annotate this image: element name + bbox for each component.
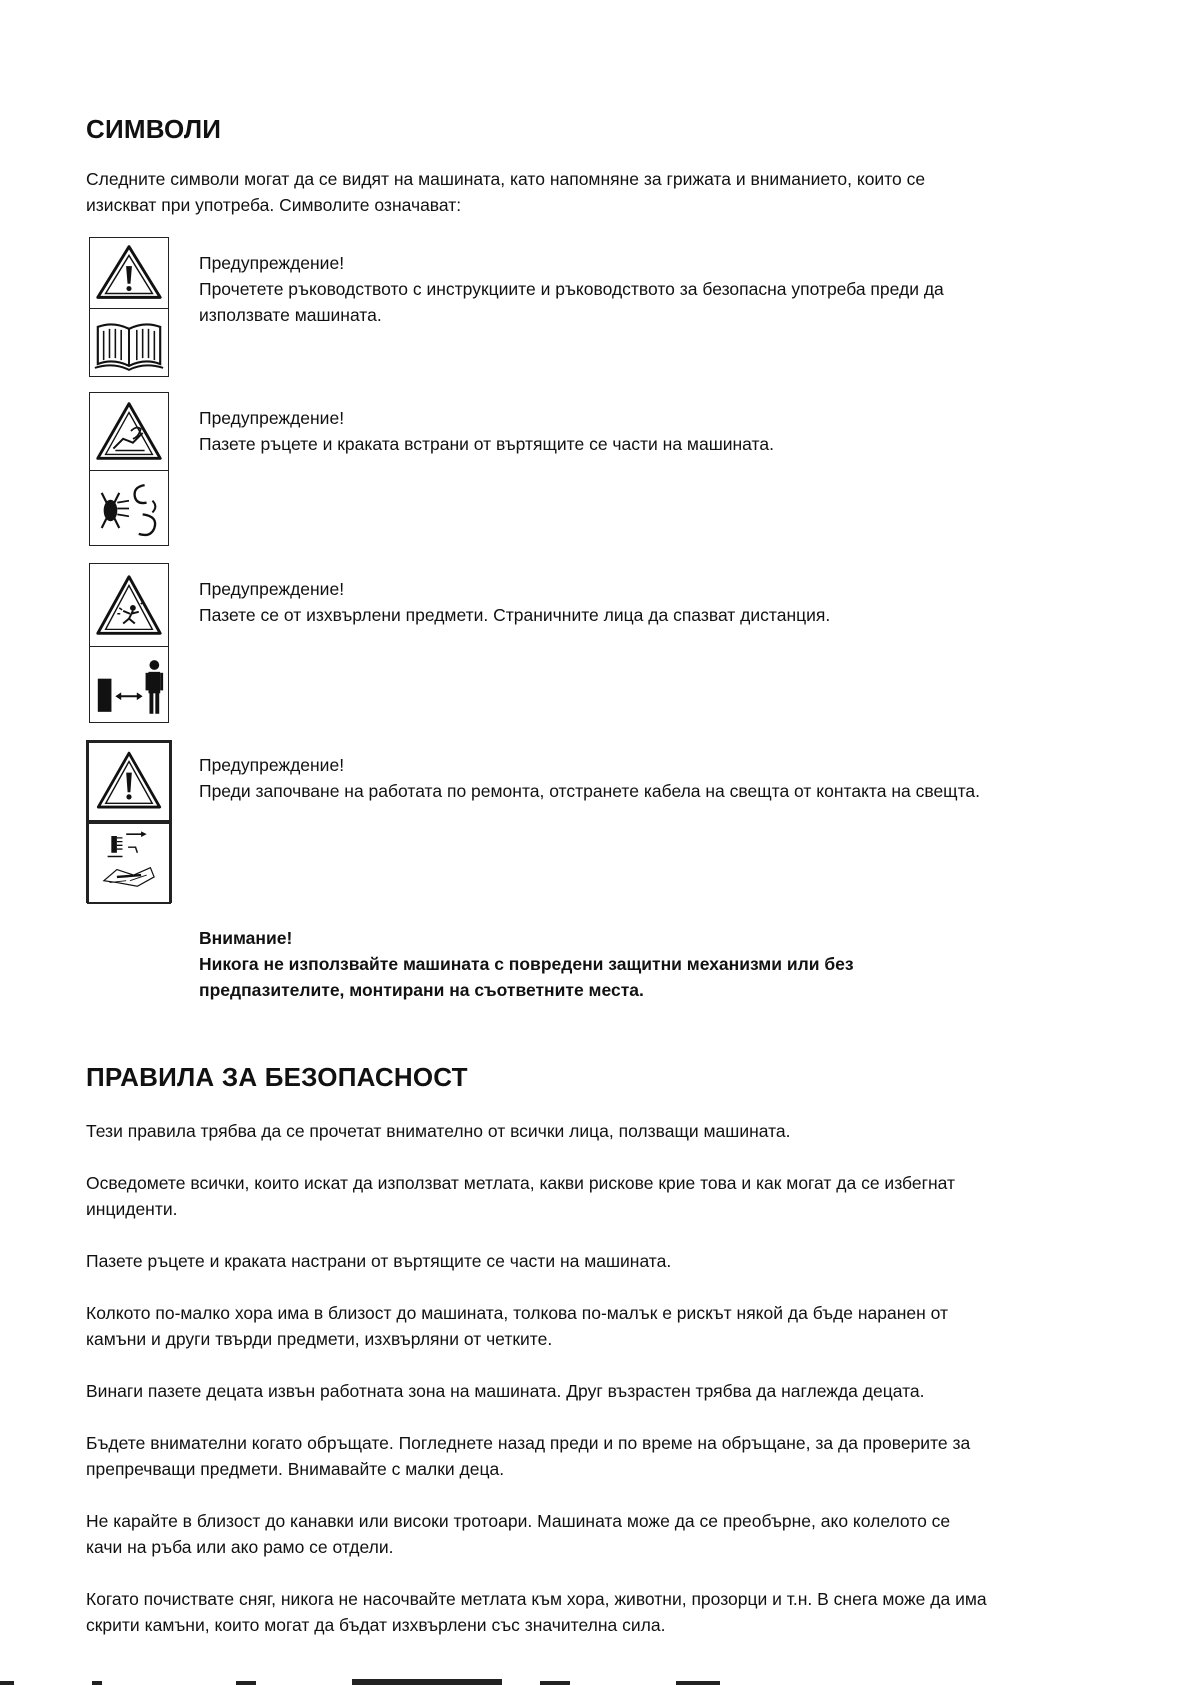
symbol-text-line: Прочетете ръководството с инструкциите и ръководството за безопасна употреба преди да bbox=[199, 279, 944, 299]
safety-paragraph bbox=[86, 1508, 1126, 1560]
safety-paragraph bbox=[86, 1586, 1126, 1638]
symbols-intro bbox=[86, 166, 1126, 218]
symbol-text-line: Преди започване на работата по ремонта, отстранете кабела на свещта от контакта на свещта. bbox=[199, 781, 980, 801]
rotating-brush-icon bbox=[90, 470, 168, 547]
paragraph-line: качи на ръба или ако рамо се отдели. bbox=[86, 1537, 394, 1557]
symbol-description-thrown-objects bbox=[199, 576, 1129, 628]
safety-paragraph bbox=[86, 1300, 1126, 1352]
open-manual-icon bbox=[90, 308, 168, 378]
safety-paragraph bbox=[86, 1248, 1126, 1274]
symbols-intro-line: Следните символи могат да се видят на машината, като напомняне за грижата и вниманието, които се bbox=[86, 169, 926, 189]
symbol-description-spark-plug bbox=[199, 752, 1129, 804]
paragraph-line: Бъдете внимателни когато обръщате. Погледнете назад преди и по време на обръщане, за да проверите за bbox=[86, 1433, 971, 1453]
symbol-box-spark-plug bbox=[86, 740, 172, 903]
symbol-title: Предупреждение! bbox=[199, 408, 345, 428]
symbol-title: Предупреждение! bbox=[199, 253, 345, 273]
symbol-description-manual bbox=[199, 250, 1129, 328]
safety-paragraph bbox=[86, 1118, 1126, 1144]
paragraph-line: Когато почиствате сняг, никога не насочвайте метлата към хора, животни, прозорци и т.н. В снега може да има bbox=[86, 1589, 987, 1609]
warning-triangle-icon bbox=[87, 741, 171, 822]
thrown-objects-warning-icon bbox=[90, 564, 168, 646]
symbol-text-line: Пазете ръцете и краката встрани от въртящите се части на машината. bbox=[199, 434, 774, 454]
safety-paragraph bbox=[86, 1170, 1126, 1222]
caution-text-line: предпазителите, монтирани на съответните места. bbox=[199, 980, 644, 1000]
paragraph-line: инциденти. bbox=[86, 1199, 178, 1219]
safety-paragraph bbox=[86, 1378, 1126, 1404]
paragraph-line: Винаги пазете децата извън работната зона на машината. Друг възрастен трябва да наглежда децата. bbox=[86, 1381, 925, 1401]
symbol-box-rotating-parts bbox=[89, 392, 169, 546]
symbol-title: Предупреждение! bbox=[199, 579, 345, 599]
paragraph-line: Пазете ръцете и краката настрани от въртящите се части на машината. bbox=[86, 1251, 672, 1271]
paragraph-line: Осведомете всички, които искат да използват метлата, какви рискове крие това и как могат да се избегнат bbox=[86, 1173, 956, 1193]
symbol-text-line: използвате машината. bbox=[199, 305, 382, 325]
symbol-title: Предупреждение! bbox=[199, 755, 345, 775]
safety-rules-heading: ПРАВИЛА ЗА БЕЗОПАСНОСТ bbox=[86, 1062, 468, 1092]
spark-plug-manual-icon bbox=[87, 822, 171, 904]
symbol-description-rotating-parts bbox=[199, 405, 1129, 457]
paragraph-line: скрити камъни, които могат да бъдат изхвърлени със значителна сила. bbox=[86, 1615, 666, 1635]
keep-distance-person-icon bbox=[90, 646, 168, 724]
symbol-text-line: Пазете се от изхвърлени предмети. Страничните лица да спазват дистанция. bbox=[199, 605, 831, 625]
symbols-heading: СИМВОЛИ bbox=[86, 114, 222, 144]
caution-text-line: Никога не използвайте машината с повредени защитни механизми или без bbox=[199, 954, 854, 974]
paragraph-line: Тези правила трябва да се прочетат внимателно от всички лица, ползващи машината. bbox=[86, 1121, 791, 1141]
safety-paragraph bbox=[86, 1430, 1126, 1482]
hand-entanglement-warning-icon bbox=[90, 393, 168, 470]
cut-off-text-strip bbox=[0, 1678, 1192, 1685]
paragraph-line: препречващи предмети. Внимавайте с малки деца. bbox=[86, 1459, 505, 1479]
warning-triangle-icon bbox=[90, 238, 168, 308]
paragraph-line: камъни и други твърди предмети, изхвърляни от четките. bbox=[86, 1329, 553, 1349]
symbol-box-manual bbox=[89, 237, 169, 377]
paragraph-line: Не карайте в близост до канавки или високи тротоари. Машината може да се преобърне, ако колелото се bbox=[86, 1511, 951, 1531]
caution-note bbox=[199, 925, 1099, 1003]
paragraph-line: Колкото по-малко хора има в близост до машината, толкова по-малък е рискът някой да бъде наранен от bbox=[86, 1303, 949, 1323]
symbols-intro-line: изискват при употреба. Символите означават: bbox=[86, 195, 462, 215]
symbol-box-thrown-objects bbox=[89, 563, 169, 723]
caution-title: Внимание! bbox=[199, 928, 293, 948]
